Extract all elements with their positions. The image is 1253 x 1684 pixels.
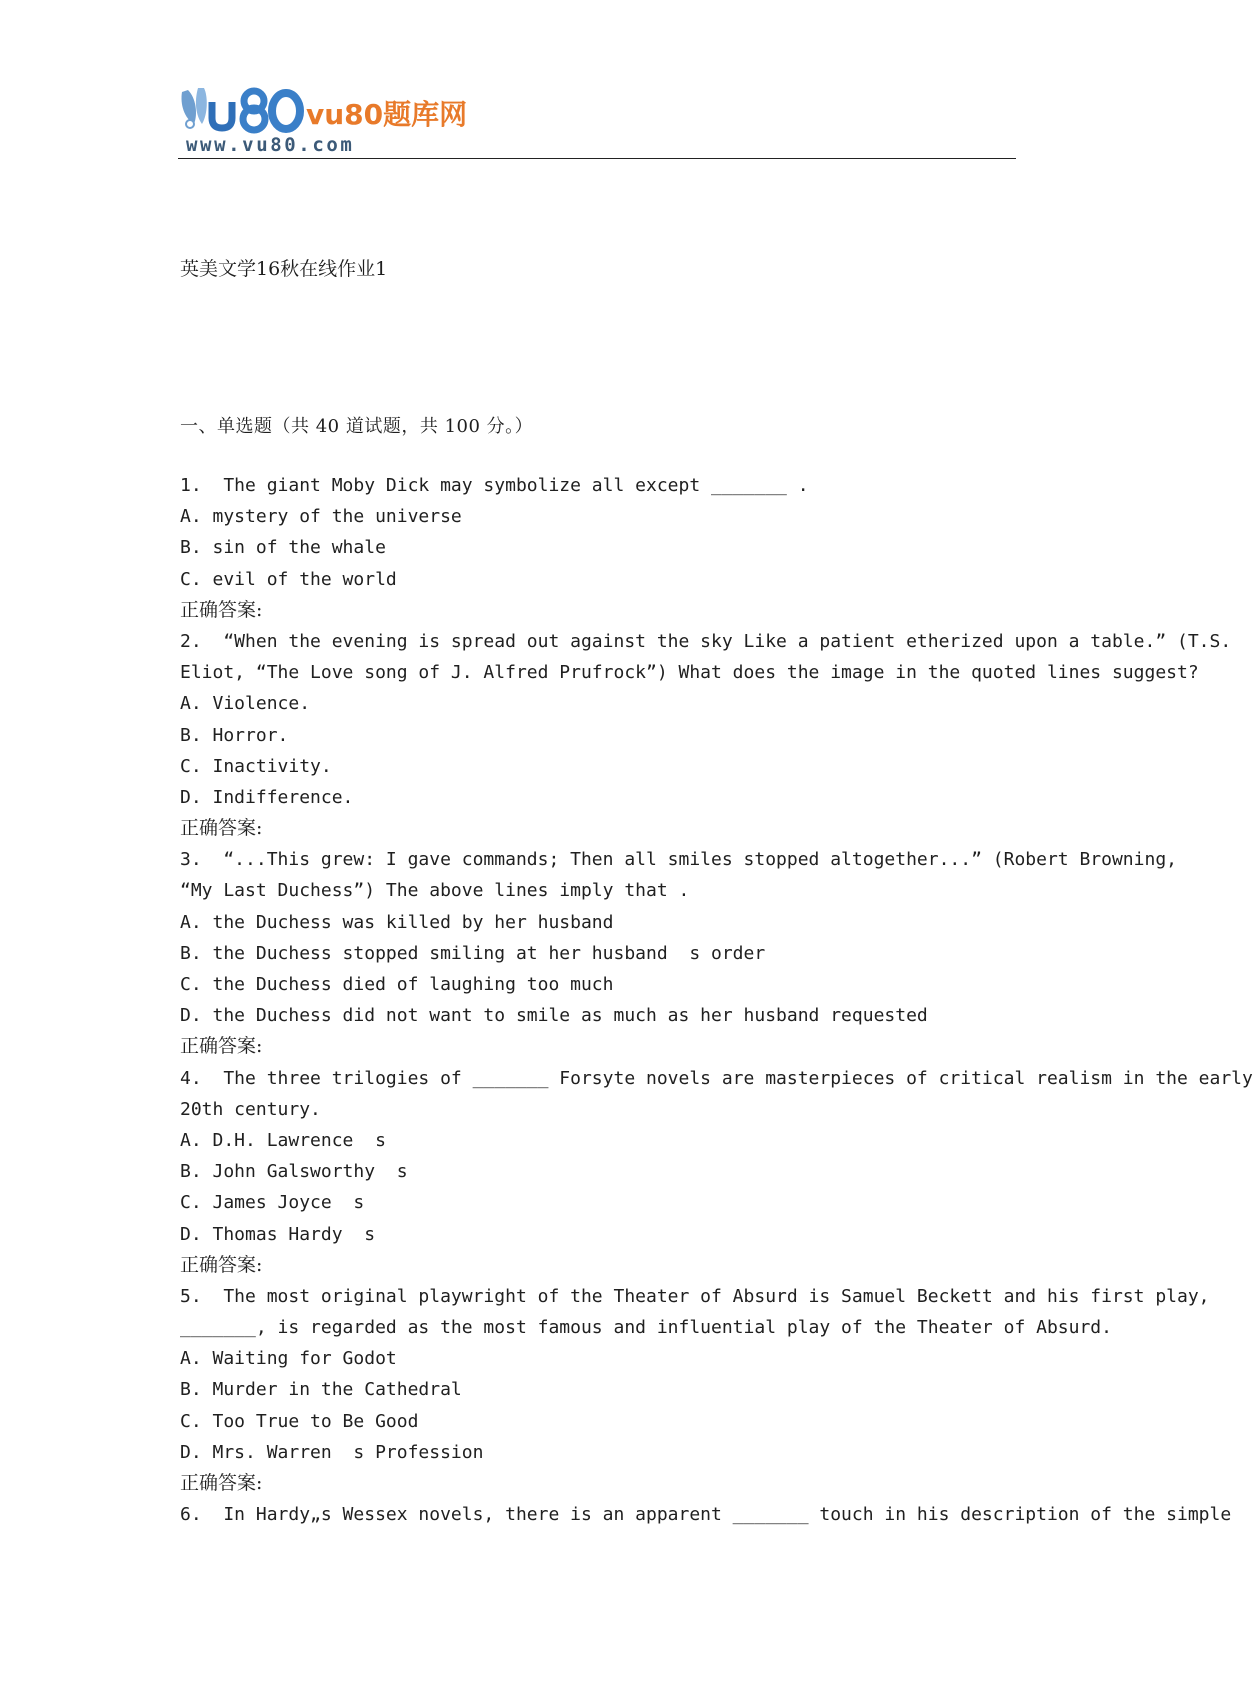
answer-option: B. Murder in the Cathedral bbox=[180, 1379, 462, 1401]
correct-answer-label: 正确答案: bbox=[180, 817, 263, 840]
answer-option: D. Mrs. Warren s Profession bbox=[180, 1441, 484, 1463]
document-title: 英美文学16秋在线作业1 bbox=[180, 258, 388, 280]
header-divider bbox=[178, 158, 1016, 159]
answer-option: D. Thomas Hardy s bbox=[180, 1223, 376, 1245]
answer-option: A. Waiting for Godot bbox=[180, 1348, 397, 1370]
question-stem-line: 5. The most original playwright of the Theater of Absurd is Samuel Beckett and his first play, bbox=[180, 1285, 1210, 1307]
answer-option: C. the Duchess died of laughing too much bbox=[180, 974, 614, 995]
question-stem-line: 3. “...This grew: I gave commands; Then all smiles stopped altogether...” (Robert Browning, bbox=[180, 849, 1177, 871]
answer-option: B. sin of the whale bbox=[180, 537, 386, 559]
answer-option: C. James Joyce s bbox=[180, 1192, 365, 1214]
answer-option: A. mystery of the universe bbox=[180, 506, 462, 528]
answer-option: D. Indifference. bbox=[180, 786, 354, 808]
question-4 bbox=[180, 1063, 1253, 1281]
question-stem-line: 1. The giant Moby Dick may symbolize all except _______ . bbox=[180, 475, 809, 496]
question-stem-line: 2. “When the evening is spread out against the sky Like a patient etherized upon a table.” (T.S. bbox=[180, 630, 1232, 652]
question-stem-line: 6. In Hardy„s Wessex novels, there is an apparent _______ touch in his description of the simple bbox=[180, 1504, 1232, 1526]
correct-answer-label: 正确答案: bbox=[180, 1472, 263, 1494]
logo-text: vu80题库网 bbox=[306, 98, 468, 131]
question-stem-line: _______, is regarded as the most famous and influential play of the Theater of Absurd. bbox=[180, 1317, 1112, 1339]
answer-option: B. the Duchess stopped smiling at her husband s order bbox=[180, 942, 766, 964]
question-5 bbox=[180, 1281, 1210, 1499]
answer-option: C. evil of the world bbox=[180, 568, 397, 590]
section-heading: 一、单选题（共 40 道试题，共 100 分。） bbox=[180, 416, 534, 437]
question-stem-line: 20th century. bbox=[180, 1098, 321, 1120]
question-stem-line: “My Last Duchess”) The above lines imply that . bbox=[180, 880, 690, 902]
correct-answer-label: 正确答案: bbox=[180, 1035, 263, 1058]
question-6 bbox=[180, 1499, 1232, 1530]
question-stem-line: Eliot, “The Love song of J. Alfred Prufrock”) What does the image in the quoted lines suggest? bbox=[180, 662, 1199, 684]
site-logo bbox=[178, 84, 468, 156]
question-list bbox=[180, 470, 1253, 1530]
answer-option: D. the Duchess did not want to smile as much as her husband requested bbox=[180, 1005, 928, 1027]
answer-option: B. Horror. bbox=[180, 724, 289, 746]
logo-url: www.vu80.com bbox=[186, 134, 355, 156]
answer-option: A. D.H. Lawrence s bbox=[180, 1129, 386, 1151]
answer-option: B. John Galsworthy s bbox=[180, 1161, 408, 1183]
answer-option: A. Violence. bbox=[180, 693, 311, 715]
question-3 bbox=[180, 844, 1191, 1062]
vu80-logo-graphic bbox=[178, 84, 468, 134]
answer-option: A. the Duchess was killed by her husband bbox=[180, 911, 614, 933]
question-stem-line: 4. The three trilogies of _______ Forsyte novels are masterpieces of critical realism in the early bbox=[180, 1067, 1253, 1089]
question-2 bbox=[180, 626, 1232, 844]
correct-answer-label: 正确答案: bbox=[180, 598, 263, 621]
correct-answer-label: 正确答案: bbox=[180, 1253, 263, 1276]
question-1 bbox=[180, 470, 1191, 626]
answer-option: C. Too True to Be Good bbox=[180, 1410, 419, 1432]
answer-option: C. Inactivity. bbox=[180, 755, 332, 777]
